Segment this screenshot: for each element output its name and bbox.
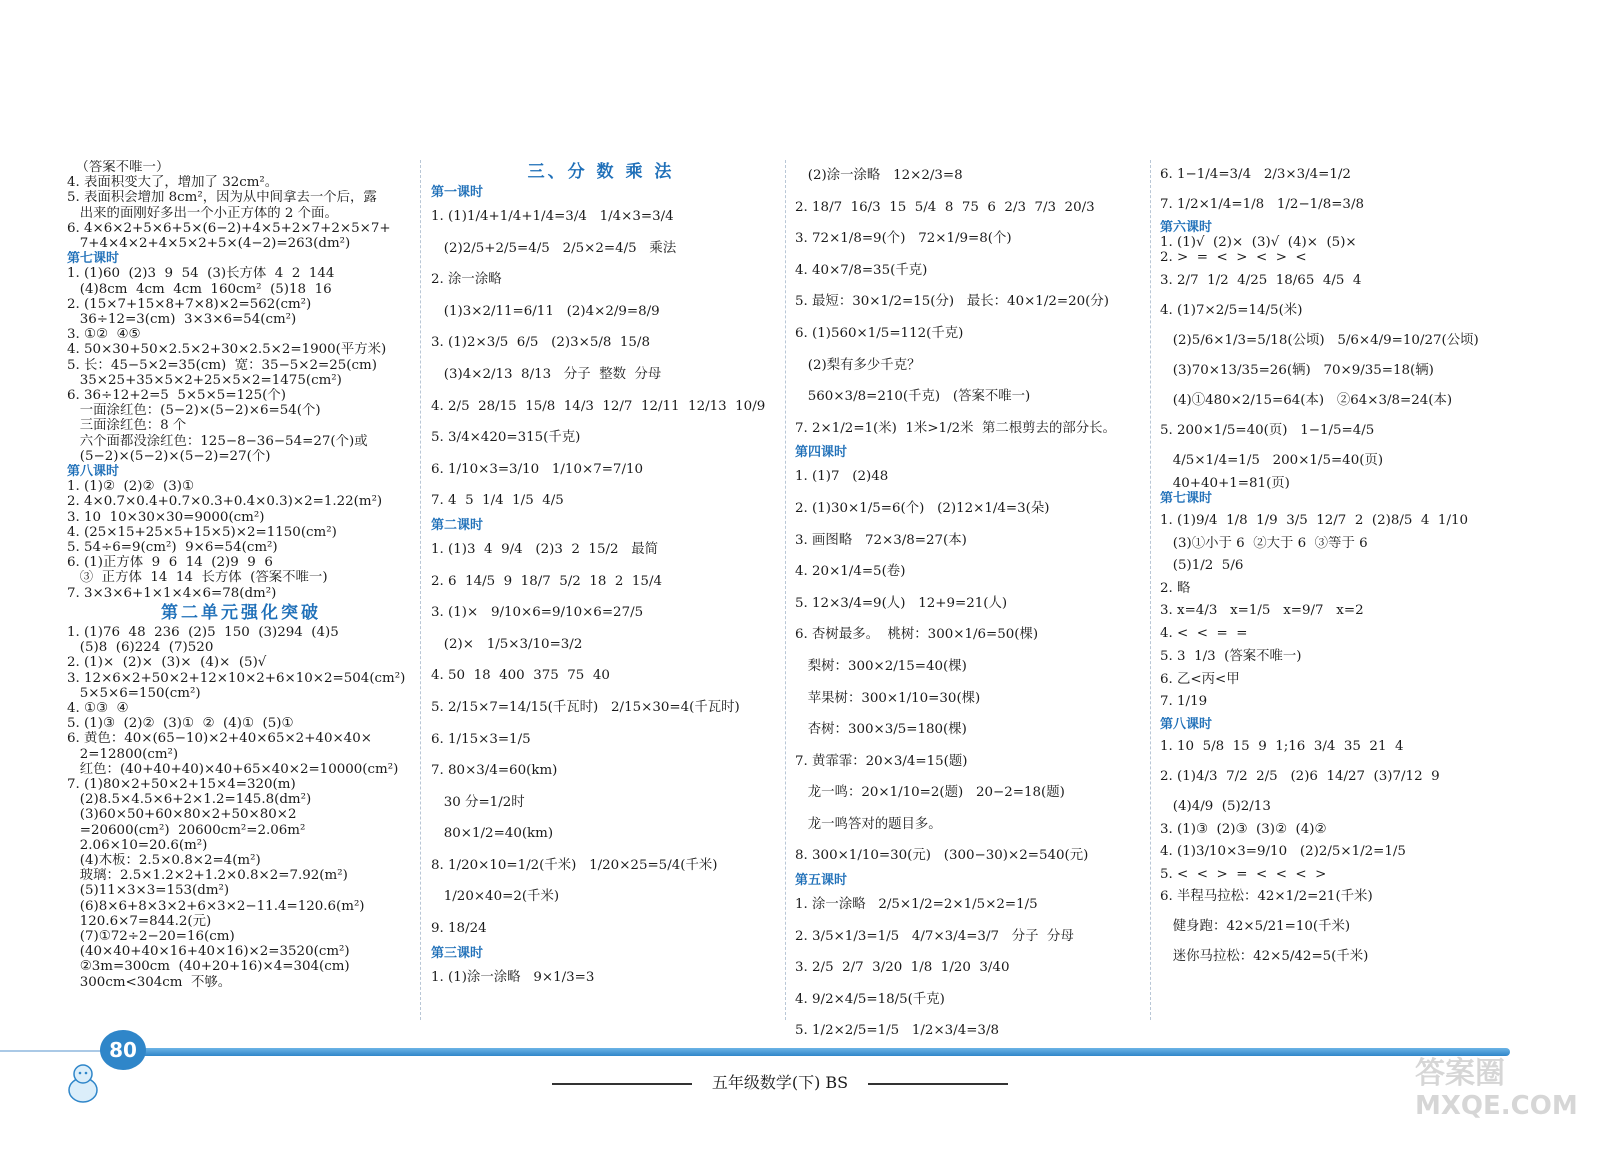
answer-line: 3. ①② ④⑤ [67, 327, 141, 343]
answer-line: 1. (1)② (2)② (3)① [67, 479, 194, 495]
answer-line: (2)5/6×1/3=5/18(公顷) 5/6×4/9=10/27(公顷) [1160, 332, 1479, 348]
answer-line: 1. (1)7 (2)48 [795, 469, 889, 485]
answer-line: (2)8.5×4.5×6+2×1.2=145.8(dm²) [67, 792, 312, 808]
answer-line: 120.6×7=844.2(元) [67, 913, 212, 929]
watermark-url: MXQE.COM [1415, 1091, 1578, 1121]
answer-line: (2)梨有多少千克？ [795, 357, 921, 373]
section-heading: 第七课时 [67, 251, 120, 267]
answer-line: 5. 最短：30×1/2=15(分) 最长：40×1/2=20(分) [795, 294, 1109, 310]
answer-column-3 [795, 160, 1145, 1047]
chapter-title: 三、分 数 乘 法 [527, 162, 675, 182]
answer-line: 40+40+1=81(页) [1160, 475, 1290, 491]
answer-line: 80×1/2=40(km) [431, 826, 554, 842]
answer-line: 3. (1)× 9/10×6=9/10×6=27/5 [431, 605, 644, 621]
answer-line: 4. < < = = [1160, 626, 1248, 642]
answer-line: 6. 半程马拉松：42×1/2=21(千米) [1160, 889, 1373, 905]
answer-line: 560×3/8=210(千克) (答案不唯一) [795, 389, 1031, 405]
answer-line: (5)11×3×3=153(dm²) [67, 883, 230, 899]
answer-line: 4. (1)3/10×3=9/10 (2)2/5×1/2=1/5 [1160, 844, 1406, 860]
answer-line: 1. 10 5/8 15 9 1;16 3/4 35 21 4 [1160, 739, 1404, 755]
answer-line: (3)70×13/35=26(辆) 70×9/35=18(辆) [1160, 362, 1434, 378]
answer-line: 300cm<304cm 不够。 [67, 974, 232, 990]
answer-line: 3. 画图略 72×3/8=27(本) [795, 532, 967, 548]
answer-line: 红色：(40+40+40)×40+65×40×2=10000(cm²) [67, 761, 399, 777]
answer-line: 5. < < > = < < < > [1160, 867, 1327, 883]
section-heading: 第六课时 [1160, 220, 1213, 235]
answer-line: 六个面都没涂红色：125−8−36−54=27(个)或 [67, 433, 368, 449]
column-divider [785, 160, 786, 1020]
column-divider [420, 160, 421, 1020]
section-heading: 第四课时 [795, 445, 848, 461]
answer-line: (3)4×2/13 8/13 分子 整数 分母 [431, 366, 662, 382]
answer-line: 2. (1)30×1/5=6(个) (2)12×1/4=3(朵) [795, 500, 1050, 516]
answer-line: =20600(cm²) 20600cm²=2.06m² [67, 822, 306, 838]
answer-line: 7. 黄霏霏：20×3/4=15(题) [795, 753, 968, 769]
answer-line: 6. (1)560×1/5=112(千克) [795, 325, 964, 341]
answer-line: 5. 长：45−5×2=35(cm) 宽：35−5×2=25(cm) [67, 357, 377, 373]
answer-line: 2. > = < > < > < [1160, 250, 1307, 266]
answer-line: 一面涂红色：(5−2)×(5−2)×6=54(个) [67, 403, 321, 419]
answer-line: (7)①72÷2−20=16(cm) [67, 928, 235, 944]
answer-line: 4. 20×1/4=5(卷) [795, 564, 906, 580]
answer-line: 7. 80×3/4=60(km) [431, 763, 558, 779]
answer-line: 7+4×4×2+4×5×2+5×(4−2)=263(dm²) [67, 236, 351, 252]
answer-line: 6. 4×6×2+5×6+5×(6−2)+4×5+2×7+2×5×7+ [67, 220, 391, 236]
answer-line: 出来的面刚好多出一个小正方体的 2 个面。 [67, 205, 338, 221]
answer-line: 3. 10 10×30×30=9000(cm²) [67, 509, 265, 525]
answer-line: 2. 6 14/5 9 18/7 5/2 18 2 15/4 [431, 573, 662, 589]
answer-line: (40×40+40×16+40×16)×2=3520(cm²) [67, 944, 350, 960]
answer-line: 1. (1)3 4 9/4 (2)3 2 15/2 最简 [431, 541, 659, 557]
answer-line: 6. 1/10×3=3/10 1/10×7=7/10 [431, 461, 644, 477]
section-heading: 第二课时 [431, 517, 484, 533]
answer-line: 3. 12×6×2+50×2+12×10×2+6×10×2=504(cm²) [67, 670, 406, 686]
answer-line: 4. ①③ ④ [67, 700, 129, 716]
section-heading: 第三课时 [431, 945, 484, 961]
watermark [1415, 1058, 1578, 1122]
answer-line: (4)8cm 4cm 4cm 160cm² (5)18 16 [67, 281, 332, 297]
answer-line: 5. (1)③ (2)② (3)① ② (4)① (5)① [67, 716, 294, 732]
answer-line: 6. 黄色：40×(65−10)×2+40×65×2+40×40× [67, 731, 372, 747]
answer-line: (4)4/9 (5)2/13 [1160, 799, 1271, 815]
answer-line: (1)3×2/11=6/11 (2)4×2/9=8/9 [431, 303, 660, 319]
answer-line: 5×5×6=150(cm²) [67, 685, 201, 701]
answer-line: 三面涂红色：8 个 [67, 418, 187, 434]
answer-line: 3. (1)2×3/5 6/5 (2)3×5/8 15/8 [431, 335, 650, 351]
answer-line: 7. 3×3×6+1×1×4×6=78(dm²) [67, 585, 277, 601]
answer-line: 5. 3 1/3 (答案不唯一) [1160, 648, 1302, 664]
answer-line: 5. 2/15×7=14/15(千瓦时) 2/15×30=4(千瓦时) [431, 699, 740, 715]
answer-line: 7. (1)80×2+50×2+15×4=320(m) [67, 776, 296, 792]
answer-line: 3. x=4/3 x=1/5 x=9/7 x=2 [1160, 603, 1364, 619]
answer-line: 4. (1)7×2/5=14/5(米) [1160, 302, 1303, 318]
answer-column-1 [67, 160, 415, 990]
footer-bar [140, 1048, 1510, 1056]
answer-line: 2. 18/7 16/3 15 5/4 8 75 6 2/3 7/3 20/3 [795, 199, 1095, 215]
answer-line: 5. 12×3/4=9(人) 12+9=21(人) [795, 595, 1008, 611]
answer-line: 2. (1)× (2)× (3)× (4)× (5)√ [67, 655, 267, 671]
answer-line: 1. (1)涂一涂略 9×1/3=3 [431, 969, 595, 985]
section-heading: 第一课时 [431, 185, 484, 200]
answer-column-4 [1160, 160, 1550, 972]
answer-line: 迷你马拉松：42×5/42=5(千米) [1160, 949, 1369, 965]
answer-line: 4. 9/2×4/5=18/5(千克) [795, 991, 945, 1007]
answer-line: 9. 18/24 [431, 921, 487, 937]
answer-line: 36÷12=3(cm) 3×3×6=54(cm²) [67, 312, 297, 328]
section-heading: 第八课时 [67, 464, 120, 480]
answer-line: (5)1/2 5/6 [1160, 558, 1244, 574]
answer-line: 3. 72×1/8=9(个) 72×1/9=8(个) [795, 231, 1012, 247]
answer-line: 1. (1)1/4+1/4+1/4=3/4 1/4×3=3/4 [431, 209, 674, 224]
answer-line: 1. (1)9/4 1/8 1/9 3/5 12/7 2 (2)8/5 4 1/10 [1160, 513, 1469, 529]
answer-line: 6. 1−1/4=3/4 2/3×3/4=1/2 [1160, 167, 1351, 182]
section-heading: 第二单元强化突破 [161, 602, 321, 623]
answer-line: 4. (25×15+25×5+15×5)×2=1150(cm²) [67, 524, 337, 540]
answer-line: 4. 40×7/8=35(千克) [795, 262, 928, 278]
answer-line: 6. 36÷12+2=5 5×5×5=125(个) [67, 388, 286, 404]
answer-column-2 [431, 160, 771, 993]
answer-line: 4. 50×30+50×2.5×2+30×2.5×2=1900(平方米) [67, 342, 387, 358]
mascot-icon [58, 1060, 108, 1106]
answer-line: 1. (1)60 (2)3 9 54 (3)长方体 4 2 144 [67, 266, 335, 282]
answer-line: ③ 正方体 14 14 长方体 (答案不唯一) [67, 570, 328, 586]
answer-line: 5. 表面积会增加 8cm²，因为从中间拿去一个后，露 [67, 190, 377, 206]
answer-line: ②3m=300cm (40+20+16)×4=304(cm) [67, 959, 350, 975]
answer-line: 4. 50 18 400 375 75 40 [431, 668, 610, 684]
section-heading: 第五课时 [795, 873, 848, 889]
answer-line: (2)涂一涂略 12×2/3=8 [795, 168, 963, 183]
answer-line: 玻璃：2.5×1.2×2+1.2×0.8×2=7.92(m²) [67, 868, 348, 884]
answer-line: 6. 1/15×3=1/5 [431, 731, 531, 747]
answer-line: 7. 2×1/2=1(米) 1米>1/2米 第二根剪去的部分长。 [795, 420, 1116, 436]
answer-line: (2)2/5+2/5=4/5 2/5×2=4/5 乘法 [431, 240, 677, 256]
answer-line: 杏树：300×3/5=180(棵) [795, 722, 967, 738]
answer-line: 3. (1)③ (2)③ (3)② (4)② [1160, 822, 1327, 838]
answer-line: 6. 杏树最多。 桃树：300×1/6=50(棵) [795, 627, 1039, 643]
answer-line: 7. 1/19 [1160, 693, 1208, 709]
answer-line: 健身跑：42×5/21=10(千米) [1160, 919, 1351, 935]
answer-line: 3. 2/7 1/2 4/25 18/65 4/5 4 [1160, 272, 1362, 288]
answer-line: (4)①480×2/15=64(本) ②64×3/8=24(本) [1160, 392, 1453, 408]
answer-line: 2.06×10=20.6(m²) [67, 837, 208, 853]
answer-line: 7. 4 5 1/4 1/5 4/5 [431, 493, 564, 509]
section-heading: 第八课时 [1160, 716, 1213, 732]
answer-line: (3)①小于 6 ②大于 6 ③等于 6 [1160, 536, 1368, 552]
answer-line: 5. 1/2×2/5=1/5 1/2×3/4=3/8 [795, 1023, 999, 1039]
answer-line: 1/20×40=2(千米) [431, 889, 560, 905]
answer-line: 4. 表面积变大了，增加了 32cm²。 [67, 175, 279, 191]
answer-line: 2. 3/5×1/3=1/5 4/7×3/4=3/7 分子 分母 [795, 928, 1074, 944]
section-heading: 第七课时 [1160, 490, 1213, 506]
page-number: 80 [100, 1030, 146, 1070]
column-divider [1150, 160, 1151, 1020]
answer-line: 5. 54÷6=9(cm²) 9×6=54(cm²) [67, 540, 278, 556]
answer-line: 2=12800(cm²) [67, 746, 179, 762]
answer-line: (2)× 1/5×3/10=3/2 [431, 636, 583, 652]
answer-line: 1. (1)76 48 236 (2)5 150 (3)294 (4)5 [67, 624, 339, 640]
answer-line: 5. 200×1/5=40(页) 1−1/5=4/5 [1160, 422, 1375, 438]
answer-line: 6. (1)正方体 9 6 14 (2)9 9 6 [67, 555, 273, 571]
answer-line: 8. 1/20×10=1/2(千米) 1/20×25=5/4(千米) [431, 857, 718, 873]
answer-line: (4)木板：2.5×0.8×2=4(m²) [67, 852, 261, 868]
watermark-logo: 答案圈 [1415, 1056, 1505, 1091]
answer-line: 30 分=1/2时 [431, 794, 525, 810]
answer-line: 1. 涂一涂略 2/5×1/2=2×1/5×2=1/5 [795, 897, 1038, 913]
answer-line: 梨树：300×2/15=40(棵) [795, 658, 967, 674]
answer-line: 8. 300×1/10=30(元) (300−30)×2=540(元) [795, 848, 1089, 864]
answer-line: 龙一鸣答对的题目多。 [795, 816, 942, 832]
answer-line: 2. (1)4/3 7/2 2/5 (2)6 14/27 (3)7/12 9 [1160, 769, 1440, 785]
answer-line: (3)60×50+60×80×2+50×80×2 [67, 807, 297, 823]
answer-line: 35×25+35×5×2+25×5×2=1475(cm²) [67, 372, 342, 388]
answer-line: （答案不唯一） [67, 160, 170, 175]
answer-line: 2. 涂一涂略 [431, 272, 502, 288]
answer-line: (5−2)×(5−2)×(5−2)=27(个) [67, 448, 271, 464]
answer-line: 4/5×1/4=1/5 200×1/5=40(页) [1160, 452, 1384, 468]
book-title: 五年级数学(下) BS [530, 1070, 1030, 1093]
answer-line: 2. 略 [1160, 581, 1191, 597]
answer-line: 2. 4×0.7×0.4+0.7×0.3+0.4×0.3)×2=1.22(m²) [67, 494, 383, 510]
answer-line: 3. 2/5 2/7 3/20 1/8 1/20 3/40 [795, 960, 1010, 976]
answer-line: 2. (15×7+15×8+7×8)×2=562(cm²) [67, 296, 312, 312]
answer-line: (6)8×6+8×3×2+6×3×2−11.4=120.6(m²) [67, 898, 365, 914]
answer-line: 5. 3/4×420=315(千克) [431, 430, 581, 446]
answer-line: 苹果树：300×1/10=30(棵) [795, 690, 981, 706]
answer-line: 龙一鸣：20×1/10=2(题) 20−2=18(题) [795, 785, 1065, 801]
answer-line: 6. 乙<丙<甲 [1160, 671, 1240, 687]
answer-line: 1. (1)√ (2)× (3)√ (4)× (5)× [1160, 235, 1357, 251]
answer-line: 4. 2/5 28/15 15/8 14/3 12/7 12/11 12/13 10/9 [431, 398, 766, 414]
answer-line: (5)8 (6)224 (7)520 [67, 640, 214, 656]
answer-line: 7. 1/2×1/4=1/8 1/2−1/8=3/8 [1160, 197, 1364, 212]
